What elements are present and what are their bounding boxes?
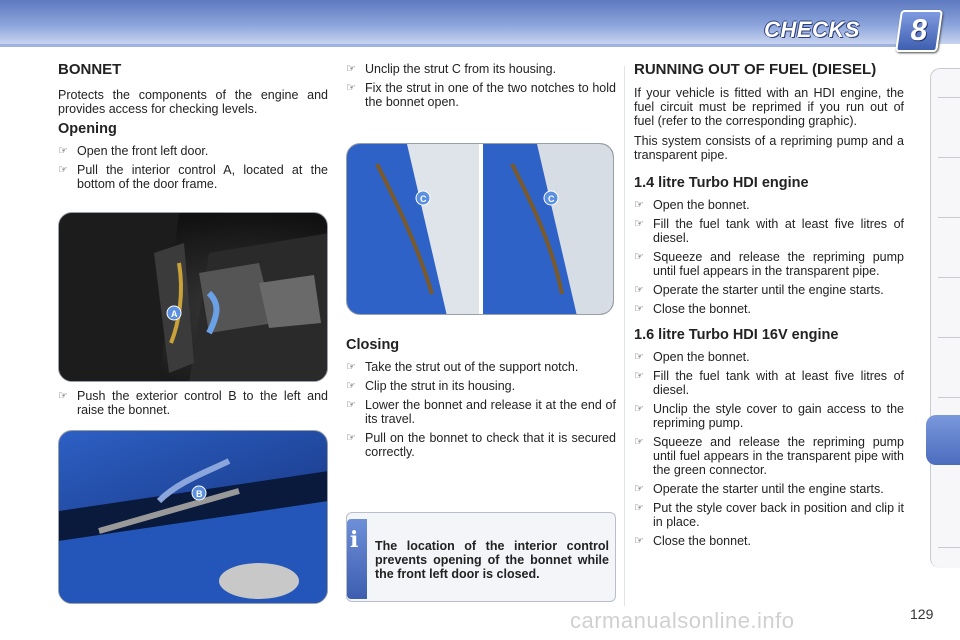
chapter-number: 8 [908, 14, 930, 47]
watermark: carmanualsonline.info [570, 608, 795, 633]
callout-c-left: C [420, 194, 427, 204]
bonnet-strut-drawing [347, 144, 614, 315]
list-item: ☞ Squeeze and release the repriming pump until fuel appears in the transparent pipe. [634, 250, 904, 278]
info-icon: i [347, 519, 367, 599]
list-item: ☞ Take the strut out of the support notch. [346, 360, 579, 374]
pointing-hand-icon: ☞ [634, 351, 644, 363]
callout-c-right: C [548, 194, 555, 204]
chapter-tab[interactable] [938, 397, 960, 398]
exterior-control-illustration [58, 430, 328, 604]
pointing-hand-icon: ☞ [346, 380, 356, 392]
pointing-hand-icon: ☞ [634, 370, 644, 382]
pointing-hand-icon: ☞ [634, 483, 644, 495]
chapter-title: CHECKS [764, 17, 860, 42]
pointing-hand-icon: ☞ [58, 164, 68, 176]
list-item: ☞ Fill the fuel tank with at least five litres of diesel. [634, 217, 904, 245]
pointing-hand-icon: ☞ [634, 199, 644, 211]
list-item: ☞ Fill the fuel tank with at least five litres of diesel. [634, 369, 904, 397]
pointing-hand-icon: ☞ [58, 145, 68, 157]
list-item: ☞ Open the front left door. [58, 144, 209, 158]
fuel-system-note: This system consists of a repriming pump and a transparent pipe. [634, 134, 904, 162]
pointing-hand-icon: ☞ [634, 284, 644, 296]
list-item: ☞ Close the bonnet. [634, 302, 751, 316]
chapter-tab[interactable] [938, 157, 960, 158]
chapter-tab[interactable] [938, 277, 960, 278]
list-item: ☞ Lower the bonnet and release it at the end of its travel. [346, 398, 616, 426]
list-item: ☞ Squeeze and release the repriming pump until fuel appears in the transparent pipe with the green connector. [634, 435, 904, 477]
header-rule [0, 44, 900, 47]
opening-heading: Opening [58, 121, 117, 137]
closing-block [346, 332, 616, 464]
engine1-heading: 1.4 litre Turbo HDI engine [634, 175, 809, 191]
bonnet-strut-illustration [346, 143, 614, 315]
fuel-intro: If your vehicle is fitted with an HDI engine, the fuel circuit must be reprimed if you run out of fuel (refer to the corresponding graphic). [634, 86, 904, 128]
pointing-hand-icon: ☞ [346, 63, 356, 75]
info-note-box [346, 512, 616, 602]
fuel-column [634, 62, 904, 553]
chapter-tab[interactable] [938, 337, 960, 338]
pointing-hand-icon: ☞ [346, 432, 356, 444]
bonnet-heading: BONNET [58, 61, 122, 78]
info-note-text: The location of the interior control prevents opening of the bonnet while the front left door is closed. [375, 539, 609, 581]
callout-a: A [171, 309, 178, 319]
list-item: ☞ Open the bonnet. [634, 198, 750, 212]
callout-b: B [196, 489, 203, 499]
pointing-hand-icon: ☞ [634, 218, 644, 230]
list-item: ☞ Push the exterior control B to the left and raise the bonnet. [58, 389, 328, 417]
interior-control-drawing [59, 213, 328, 382]
pointing-hand-icon: ☞ [634, 436, 644, 448]
push-step-block [58, 389, 328, 422]
strut-steps-block [346, 62, 616, 114]
engine1-steps [634, 198, 904, 316]
fuel-heading: RUNNING OUT OF FUEL (DIESEL) [634, 61, 877, 78]
list-item: ☞ Put the style cover back in position and clip it in place. [634, 501, 904, 529]
list-item: ☞ Unclip the style cover to gain access to the repriming pump. [634, 402, 904, 430]
chapter-tab[interactable] [938, 547, 960, 548]
opening-steps [58, 144, 328, 191]
chapter-tab[interactable] [938, 97, 960, 98]
column-divider [624, 66, 625, 606]
engine2-steps [634, 350, 904, 548]
chapter-number-badge [895, 10, 943, 52]
pointing-hand-icon: ☞ [346, 399, 356, 411]
chapter-tab[interactable] [938, 217, 960, 218]
page-number: 129 [910, 606, 934, 622]
list-item: ☞ Close the bonnet. [634, 534, 751, 548]
pointing-hand-icon: ☞ [634, 502, 644, 514]
pointing-hand-icon: ☞ [58, 390, 68, 402]
pointing-hand-icon: ☞ [346, 361, 356, 373]
list-item: ☞ Operate the starter until the engine starts. [634, 283, 884, 297]
pointing-hand-icon: ☞ [634, 251, 644, 263]
pointing-hand-icon: ☞ [634, 535, 644, 547]
list-item: ☞ Clip the strut in its housing. [346, 379, 516, 393]
exterior-control-drawing [59, 431, 328, 604]
bonnet-column [58, 62, 328, 196]
list-item: ☞ Pull the interior control A, located at the bottom of the door frame. [58, 163, 328, 191]
list-item: ☞ Pull on the bonnet to check that it is secured correctly. [346, 431, 616, 459]
pointing-hand-icon: ☞ [634, 403, 644, 415]
list-item: ☞ Open the bonnet. [634, 350, 750, 364]
list-item: ☞ Fix the strut in one of the two notches to hold the bonnet open. [346, 81, 616, 109]
pointing-hand-icon: ☞ [634, 303, 644, 315]
chapter-tab-active[interactable] [926, 415, 960, 465]
chapter-tabs [930, 68, 960, 568]
list-item: ☞ Operate the starter until the engine starts. [634, 482, 884, 496]
engine2-heading: 1.6 litre Turbo HDI 16V engine [634, 327, 839, 343]
bonnet-intro: Protects the components of the engine and provides access for checking levels. [58, 88, 328, 116]
list-item: ☞ Unclip the strut C from its housing. [346, 62, 557, 76]
pointing-hand-icon: ☞ [346, 82, 356, 94]
interior-control-illustration [58, 212, 328, 382]
closing-heading: Closing [346, 337, 400, 353]
